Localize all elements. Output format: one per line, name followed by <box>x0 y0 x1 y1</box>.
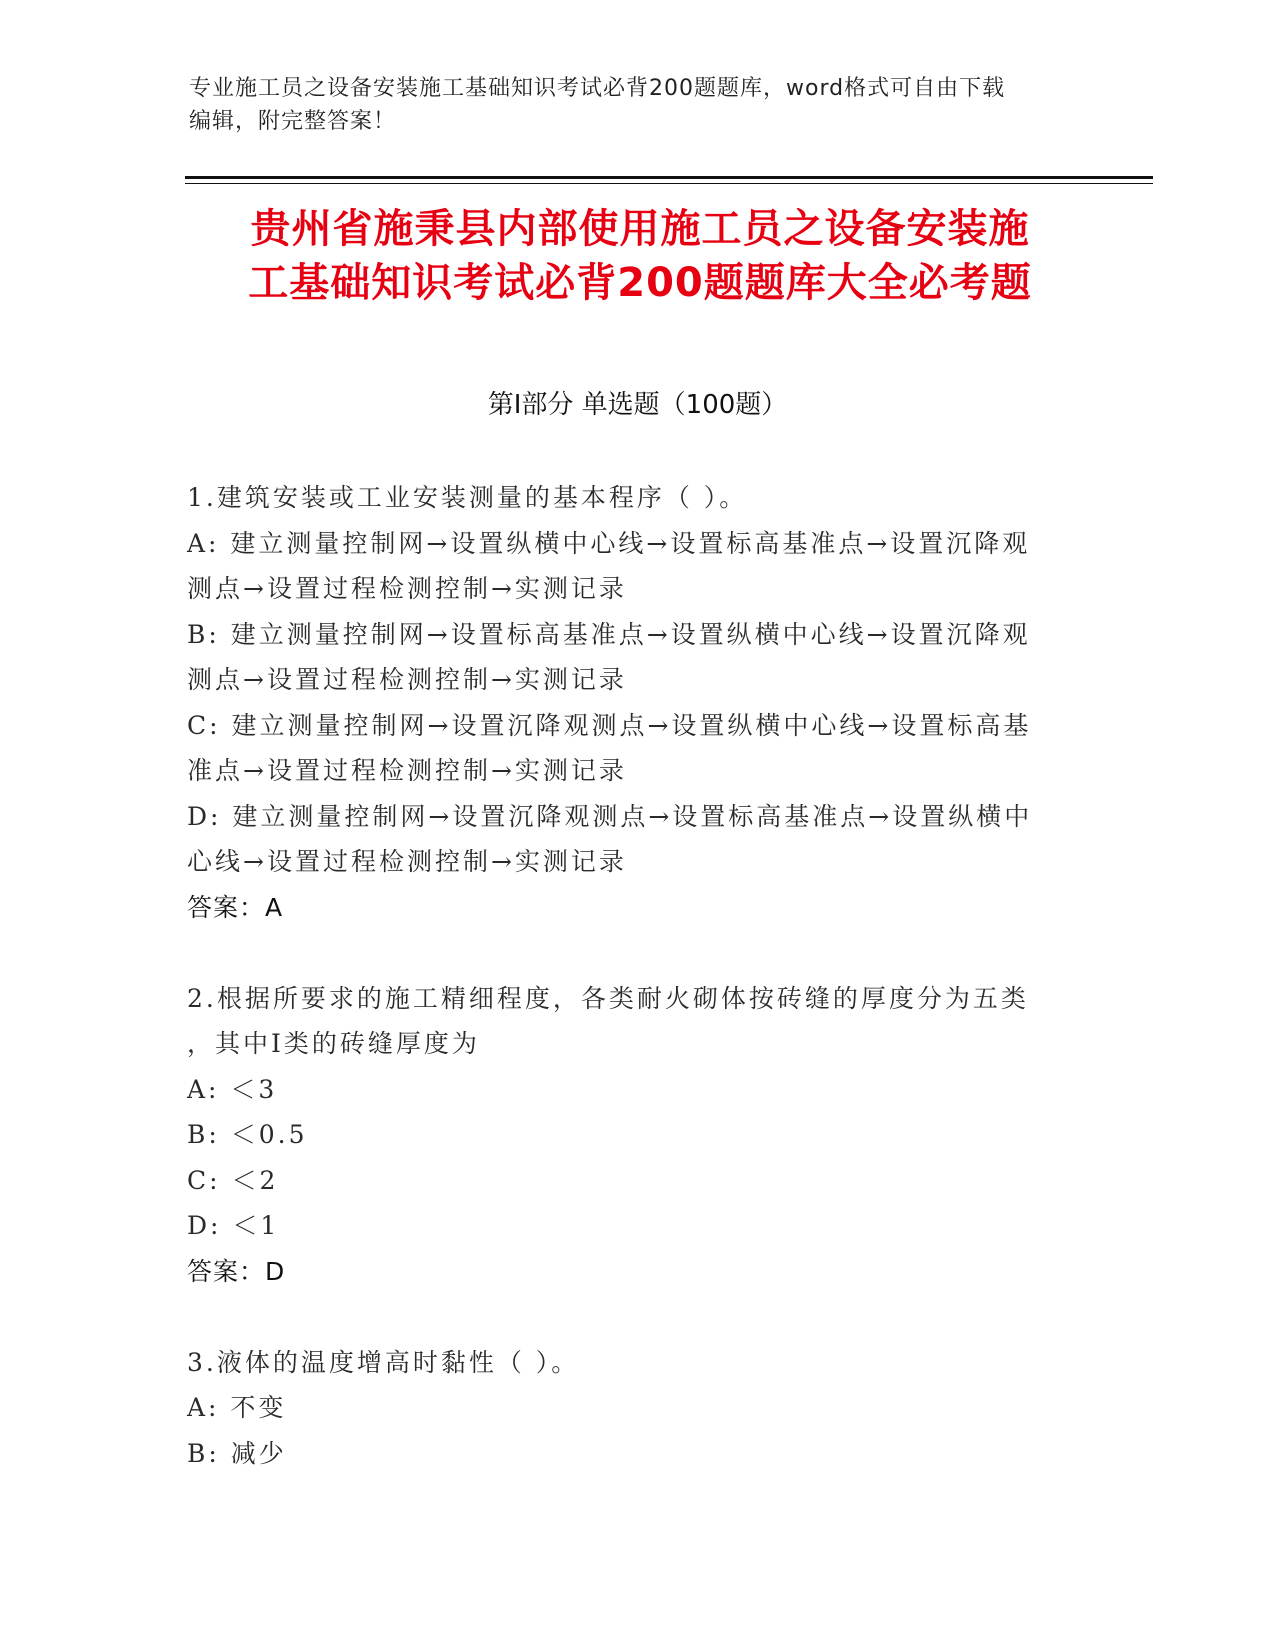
option-c <box>187 703 1087 794</box>
document-title-line2: 工基础知识考试必背200题题库大全必考题 <box>248 260 1032 306</box>
option-b: B: 减少 <box>187 1438 287 1468</box>
question-spacer <box>187 1294 1087 1340</box>
question-stem-cont: ，其中Ⅰ类的砖缝厚度为 <box>187 1029 480 1058</box>
answer-line: 答案：A <box>187 892 284 922</box>
header-note-line2: 编辑，附完整答案！ <box>189 109 397 134</box>
option-d: D: ＜1 <box>187 1211 280 1240</box>
option-text-cont: 测点→设置过程检测控制→实测记录 <box>187 665 627 694</box>
option-c: C: ＜2 <box>187 1165 279 1195</box>
option-a: A: ＜3 <box>187 1074 278 1104</box>
question-stem: 1.建筑安装或工业安装测量的基本程序（ ）。 <box>187 483 748 512</box>
option-b: B: ＜0.5 <box>187 1120 308 1149</box>
question-item <box>187 475 1087 930</box>
option-text-cont: 心线→设置过程检测控制→实测记录 <box>187 847 627 876</box>
question-spacer <box>187 930 1087 976</box>
question-list <box>187 475 1087 1476</box>
option-text: C: 建立测量控制网→设置沉降观测点→设置纵横中心线→设置标高基 <box>187 710 1032 740</box>
option-text-cont: 准点→设置过程检测控制→实测记录 <box>187 756 627 785</box>
option-a <box>187 521 1087 612</box>
option-b <box>187 612 1087 703</box>
option-text: B: 建立测量控制网→设置标高基准点→设置纵横中心线→设置沉降观 <box>187 619 1031 649</box>
header-note <box>189 72 1069 138</box>
question-item <box>187 976 1087 1295</box>
option-a: A: 不变 <box>187 1393 287 1422</box>
document-title-line1: 贵州省施秉县内部使用施工员之设备安装施 <box>250 206 1030 252</box>
header-note-line1: 专业施工员之设备安装施工基础知识考试必背200题题库，word格式可自由下载 <box>189 76 1006 101</box>
question-stem: 3.液体的温度增高时黏性（ ）。 <box>187 1347 580 1377</box>
document-title <box>190 202 1090 310</box>
option-text-cont: 测点→设置过程检测控制→实测记录 <box>187 574 627 603</box>
option-text: D: 建立测量控制网→设置沉降观测点→设置标高基准点→设置纵横中 <box>187 801 1033 831</box>
section-title: 第Ⅰ部分 单选题（100题） <box>487 390 788 420</box>
question-stem: 2.根据所要求的施工精细程度，各类耐火砌体按砖缝的厚度分为五类 <box>187 983 1029 1013</box>
answer-line: 答案：D <box>187 1256 286 1286</box>
question-item <box>187 1340 1087 1477</box>
option-text: A: 建立测量控制网→设置纵横中心线→设置标高基准点→设置沉降观 <box>187 528 1031 558</box>
option-d <box>187 794 1087 885</box>
header-divider-thick <box>185 176 1153 179</box>
header-divider-thin <box>185 183 1153 184</box>
